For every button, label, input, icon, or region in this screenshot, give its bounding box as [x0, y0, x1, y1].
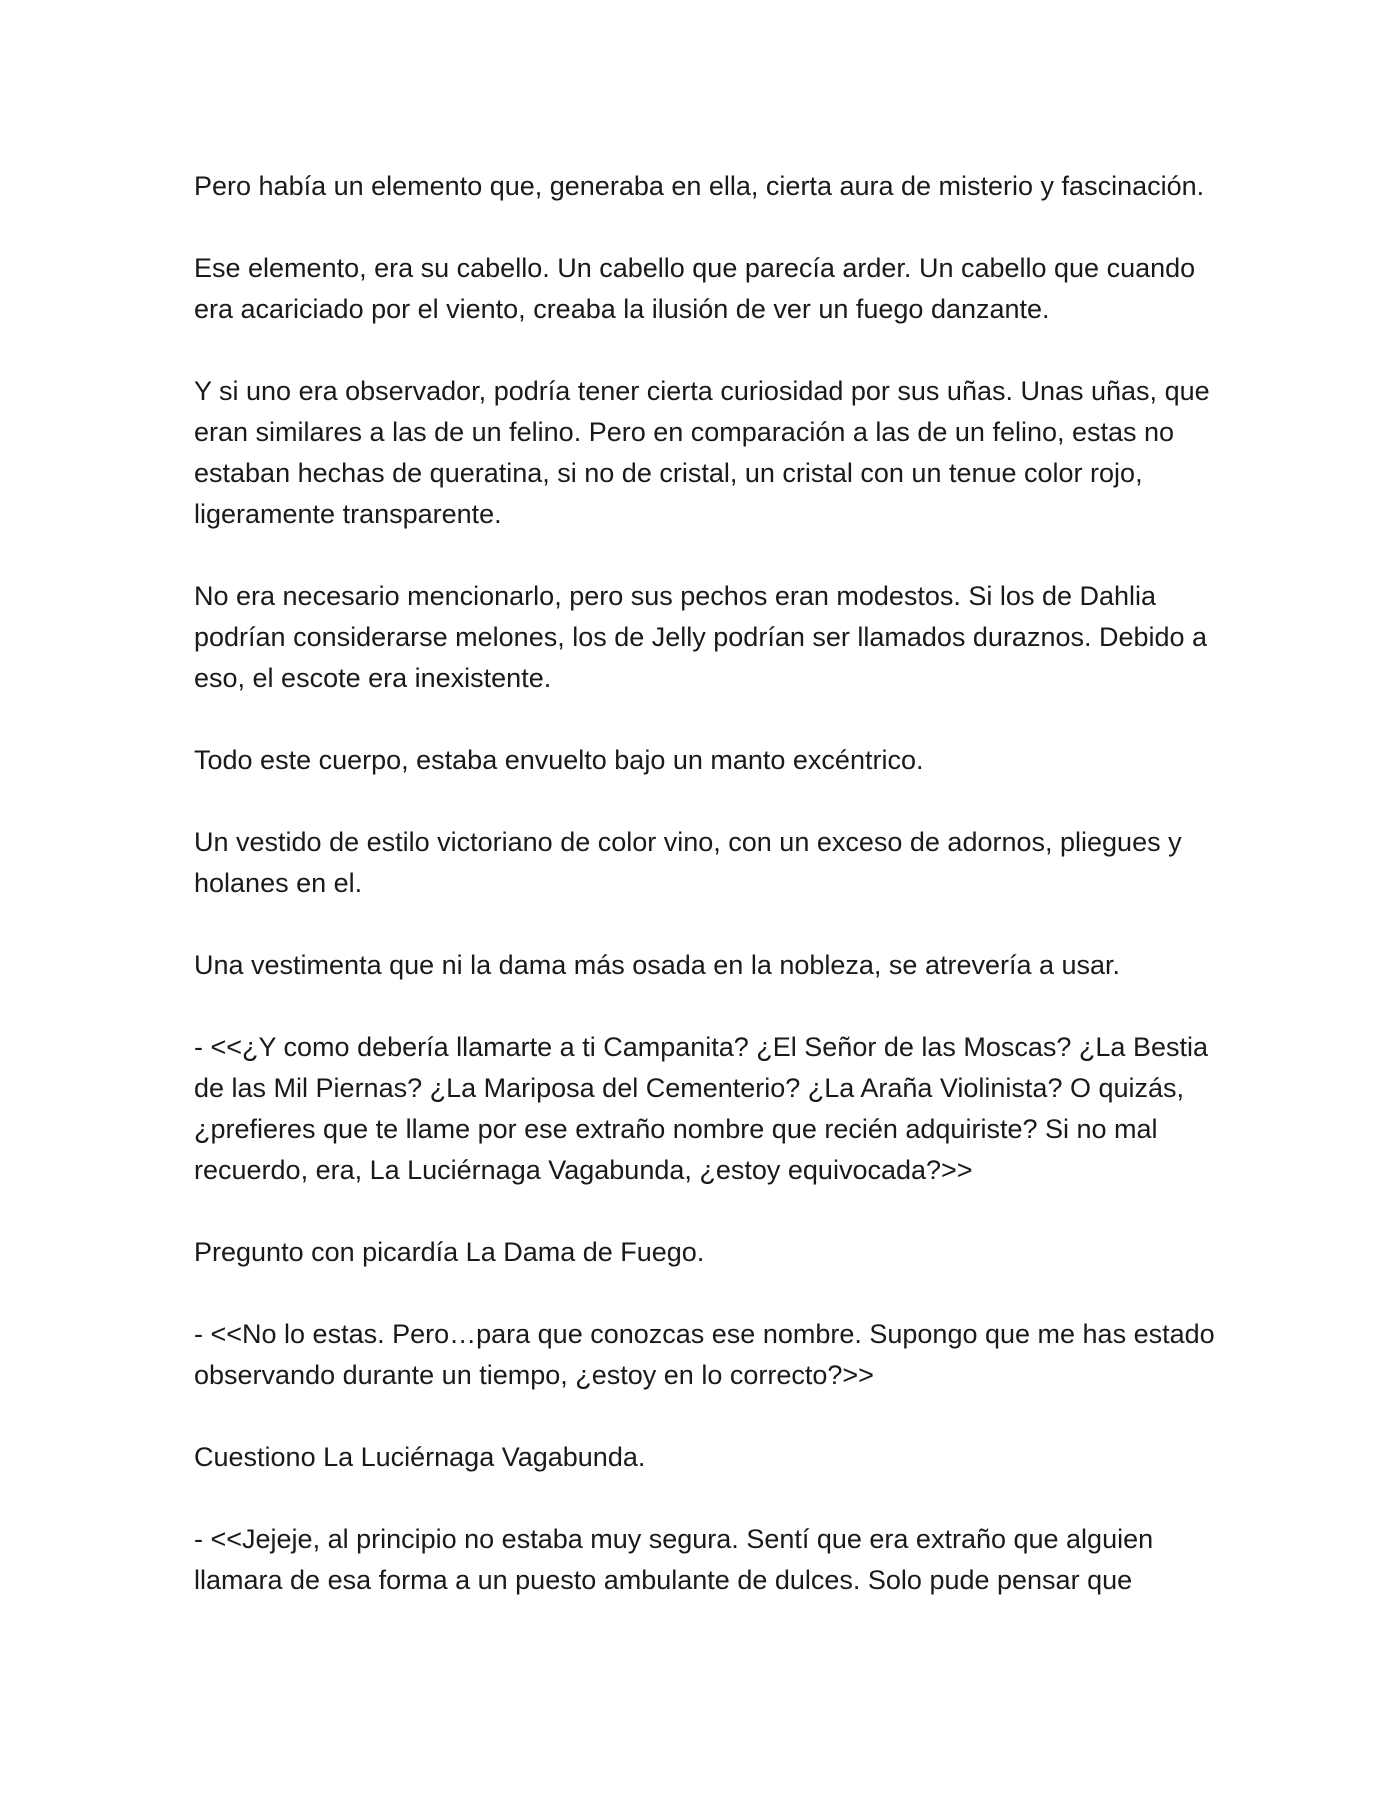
document-body [194, 166, 1224, 1601]
paragraph-10: - <<No lo estas. Pero…para que conozcas ese nombre. Supongo que me has estado observando durante un tiempo, ¿estoy en lo correcto?>> [194, 1319, 1215, 1390]
paragraph-8: - <<¿Y como debería llamarte a ti Campanita? ¿El Señor de las Moscas? ¿La Bestia de las Mil Piernas? ¿La Mariposa del Cementerio? ¿La Araña Violinista? O quizás, ¿prefieres que te llame por ese extraño nombre que recién adquiriste? Si no mal recuerdo, era, La Luciérnaga Vagabunda, ¿estoy equivocada?>> [194, 1032, 1208, 1185]
paragraph-7: Una vestimenta que ni la dama más osada en la nobleza, se atrevería a usar. [194, 950, 1121, 980]
paragraph-12: - <<Jejeje, al principio no estaba muy segura. Sentí que era extraño que alguien llamara de esa forma a un puesto ambulante de dulces. Solo pude pensar que [194, 1524, 1154, 1595]
paragraph-11: Cuestiono La Luciérnaga Vagabunda. [194, 1442, 646, 1472]
paragraph-2: Ese elemento, era su cabello. Un cabello que parecía arder. Un cabello que cuando era acariciado por el viento, creaba la ilusión de ver un fuego danzante. [194, 253, 1196, 324]
paragraph-3: Y si uno era observador, podría tener cierta curiosidad por sus uñas. Unas uñas, que eran similares a las de un felino. Pero en comparación a las de un felino, estas no estaban hechas de queratina, si no de cristal, un cristal con un tenue color rojo, ligeramente transparente. [194, 376, 1210, 529]
paragraph-4: No era necesario mencionarlo, pero sus pechos eran modestos. Si los de Dahlia podrían considerarse melones, los de Jelly podrían ser llamados duraznos. Debido a eso, el escote era inexistente. [194, 581, 1208, 693]
paragraph-9: Pregunto con picardía La Dama de Fuego. [194, 1237, 705, 1267]
paragraph-1: Pero había un elemento que, generaba en ella, cierta aura de misterio y fascinación. [194, 171, 1205, 201]
paragraph-6: Un vestido de estilo victoriano de color vino, con un exceso de adornos, pliegues y holanes en el. [194, 827, 1182, 898]
paragraph-5: Todo este cuerpo, estaba envuelto bajo un manto excéntrico. [194, 745, 924, 775]
